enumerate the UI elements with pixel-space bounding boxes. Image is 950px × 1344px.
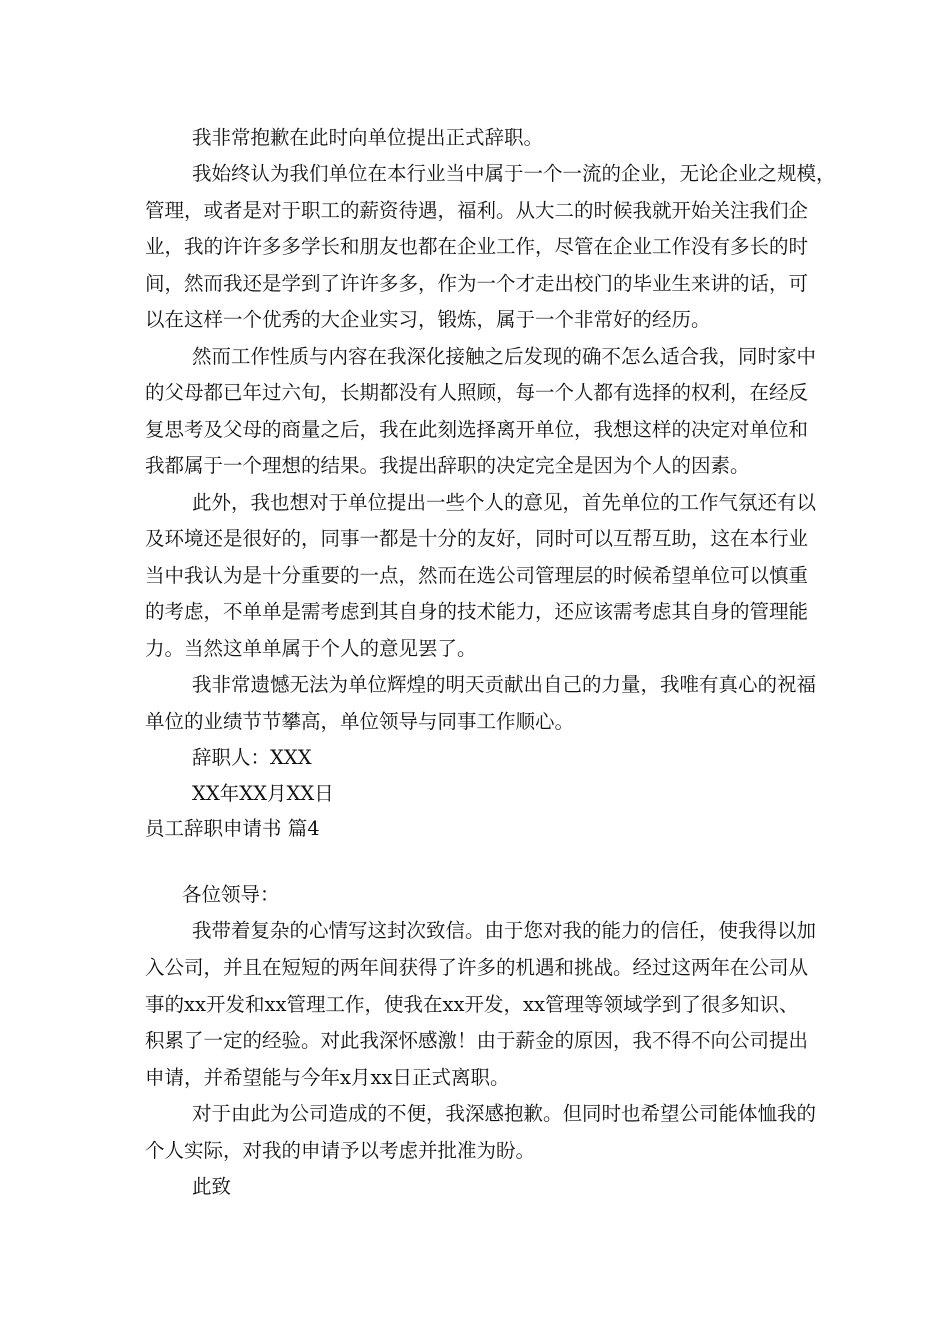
text-line: 当中我认为是十分重要的一点，然而在选公司管理层的时候希望单位可以慎重 xyxy=(145,564,809,587)
closing: 此致 xyxy=(192,1175,232,1198)
text-line: 对于由此为公司造成的不便，我深感抱歉。但同时也希望公司能体恤我的 xyxy=(192,1102,817,1125)
text-line: 申请，并希望能与今年x月xx日正式离职。 xyxy=(145,1066,510,1089)
text-line: 及环境还是很好的，同事一都是十分的友好，同时可以互帮互助，这在本行业 xyxy=(145,527,809,550)
text-line: 此外，我也想对于单位提出一些个人的意见，首先单位的工作气氛还有以 xyxy=(192,491,817,514)
text-line: 业，我的许许多多学长和朋友也都在企业工作，尽管在企业工作没有多长的时 xyxy=(145,235,809,258)
text-line: 的考虑，不单单是需考虑到其自身的技术能力，还应该需考虑其自身的管理能 xyxy=(145,600,809,623)
date: XX年XX月XX日 xyxy=(192,782,334,805)
greeting: 各位领导： xyxy=(182,883,280,906)
text-line: 我都属于一个理想的结果。我提出辞职的决定完全是因为个人的因素。 xyxy=(145,454,750,477)
text-line: 管理，或者是对于职工的薪资待遇，福利。从大二的时候我就开始关注我们企 xyxy=(145,199,809,222)
section-title: 员工辞职申请书 篇4 xyxy=(145,817,320,840)
signature: 辞职人：XXX xyxy=(192,746,312,769)
text-line: 单位的业绩节节攀高，单位领导与同事工作顺心。 xyxy=(145,710,575,733)
text-line: 以在这样一个优秀的大企业实习，锻炼，属于一个非常好的经历。 xyxy=(145,308,711,331)
text-line: 我带着复杂的心情写这封次致信。由于您对我的能力的信任，使我得以加 xyxy=(192,919,817,942)
text-line: 积累了一定的经验。对此我深怀感激！由于薪金的原因，我不得不向公司提出 xyxy=(145,1029,809,1052)
text-line: 我非常抱歉在此时向单位提出正式辞职。 xyxy=(192,126,544,149)
text-line: 的父母都已年过六旬，长期都没有人照顾，每一个人都有选择的权利，在经反 xyxy=(145,381,809,404)
text-line: 我始终认为我们单位在本行业当中属于一个一流的企业，无论企业之规模， xyxy=(192,162,836,185)
text-line: 间，然而我还是学到了许许多多，作为一个才走出校门的毕业生来讲的话，可 xyxy=(145,272,809,295)
text-line: 入公司，并且在短短的两年间获得了许多的机遇和挑战。经过这两年在公司从 xyxy=(145,956,809,979)
text-line: 我非常遗憾无法为单位辉煌的明天贡献出自己的力量，我唯有真心的祝福 xyxy=(192,673,817,696)
text-line: 事的xx开发和xx管理工作，使我在xx开发，xx管理等领域学到了很多知识、 xyxy=(145,993,799,1016)
text-line: 个人实际，对我的申请予以考虑并批准为盼。 xyxy=(145,1139,536,1162)
text-line: 力。当然这单单属于个人的意见罢了。 xyxy=(145,637,477,660)
text-line: 复思考及父母的商量之后，我在此刻选择离开单位，我想这样的决定对单位和 xyxy=(145,418,809,441)
text-line: 然而工作性质与内容在我深化接触之后发现的确不怎么适合我，同时家中 xyxy=(192,345,817,368)
